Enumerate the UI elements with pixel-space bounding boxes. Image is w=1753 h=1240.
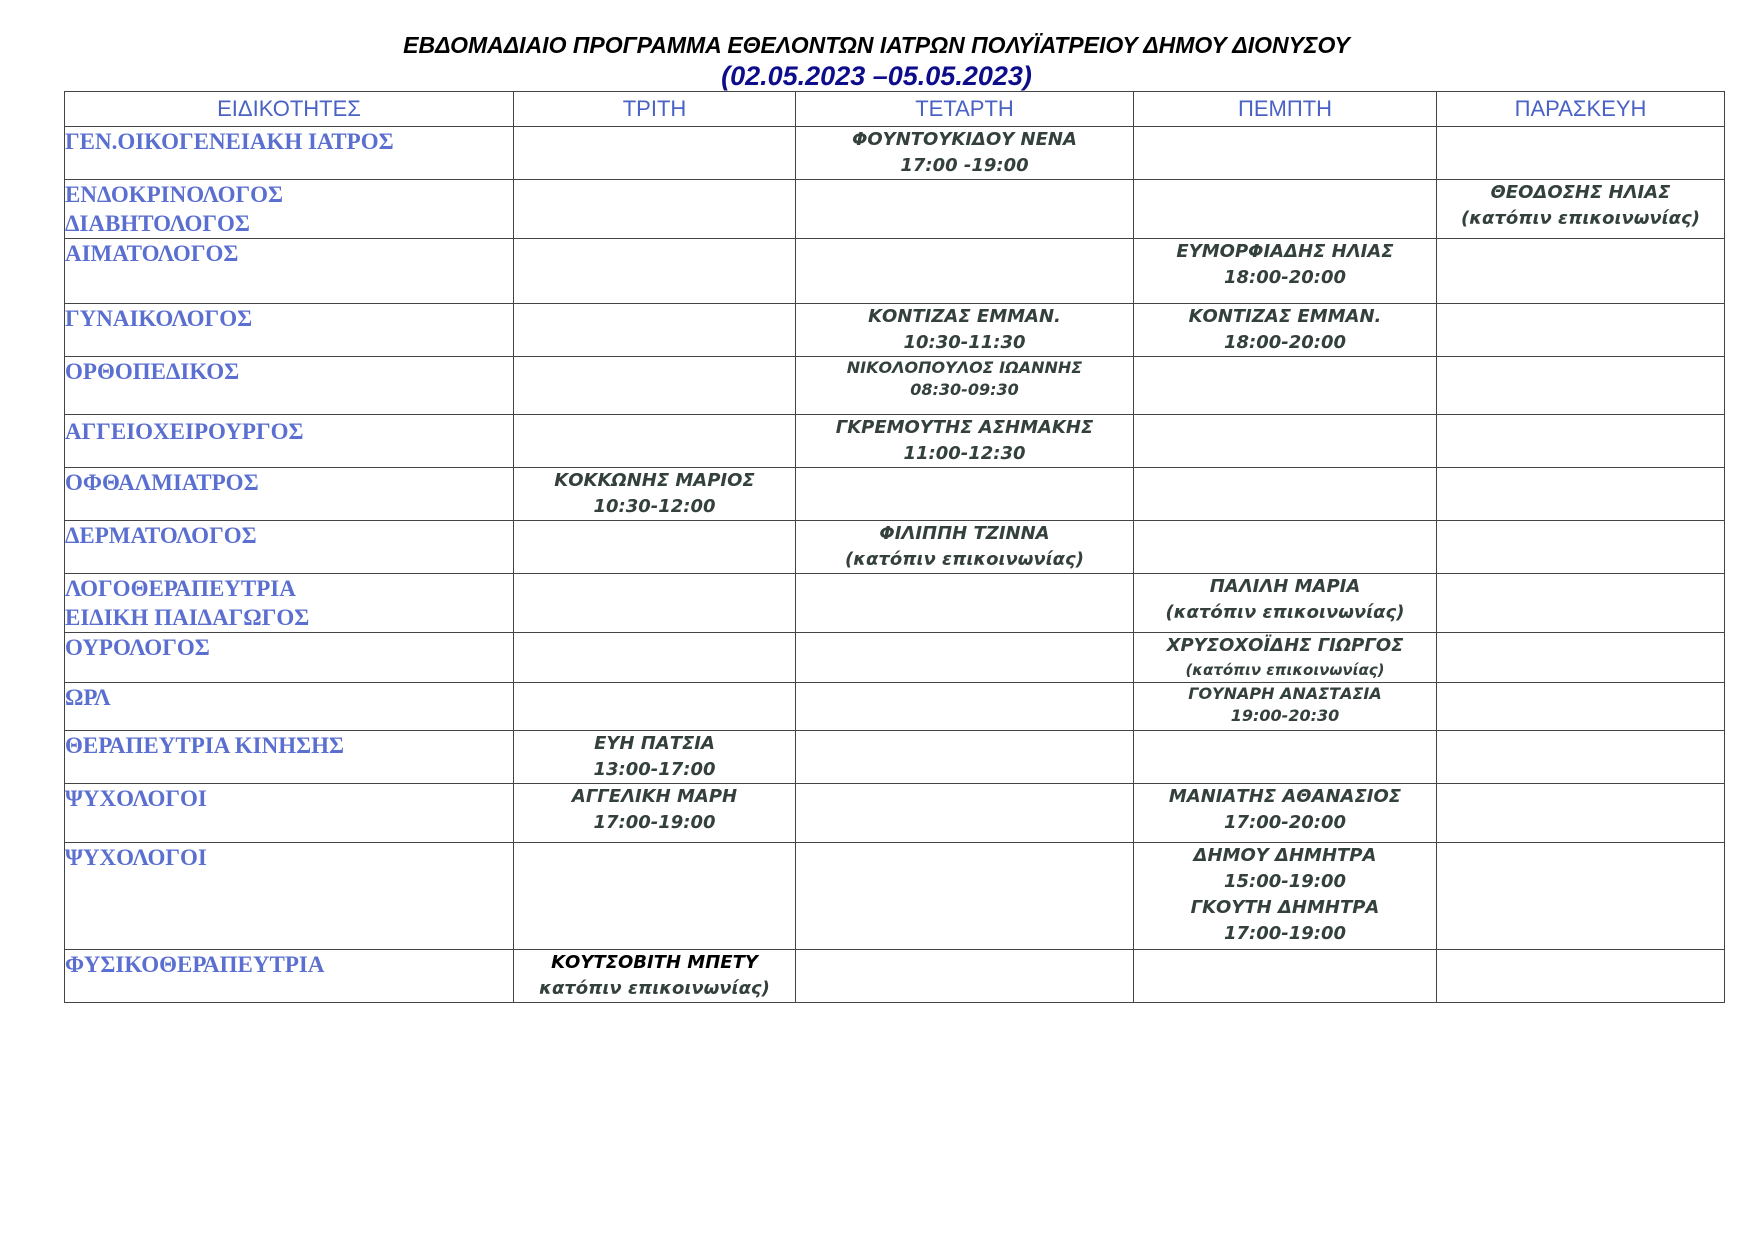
thursday-cell: [1134, 127, 1437, 180]
visit-hours: 11:00-12:30: [903, 443, 1026, 464]
visit-hours: (κατόπιν επικοινωνίας): [1185, 661, 1385, 679]
friday-cell: [1437, 304, 1725, 357]
tuesday-cell: [514, 180, 796, 239]
wednesday-cell: [796, 784, 1134, 843]
friday-cell: [1437, 521, 1725, 574]
visit-hours: 18:00-20:00: [1223, 267, 1347, 288]
friday-cell: [1437, 731, 1725, 784]
specialty-label: ΓΕΝ.ΟΙΚΟΓΕΝΕΙΑΚΗ ΙΑΤΡΟΣ: [65, 129, 394, 154]
specialty-label: ΑΓΓΕΙΟΧΕΙΡΟΥΡΓΟΣ: [65, 419, 304, 444]
thursday-cell: [1134, 304, 1437, 357]
wednesday-cell: [796, 843, 1134, 950]
doctor-name: ΧΡΥΣΟΧΟΪΔΗΣ ΓΙΩΡΓΟΣ: [1166, 635, 1404, 656]
tuesday-cell: [514, 521, 796, 574]
thursday-cell: [1134, 843, 1437, 950]
table-row: [65, 304, 1725, 357]
header-thursday: ΠΕΜΠΤΗ: [1134, 92, 1437, 127]
specialty-cell: [65, 683, 514, 731]
doctor-name: ΓΟΥΝΑΡΗ ΑΝΑΣΤΑΣΙΑ: [1188, 684, 1382, 703]
wednesday-cell: [796, 415, 1134, 468]
wednesday-cell: [796, 357, 1134, 415]
header-tuesday: ΤΡΙΤΗ: [514, 92, 796, 127]
wednesday-cell: [796, 574, 1134, 633]
tuesday-cell: [514, 633, 796, 683]
specialty-cell: [65, 180, 514, 239]
thursday-cell: [1134, 574, 1437, 633]
table-row: [65, 127, 1725, 180]
doctor-name: ΘΕΟΔΟΣΗΣ ΗΛΙΑΣ: [1490, 182, 1671, 203]
specialty-cell: [65, 415, 514, 468]
friday-cell: [1437, 180, 1725, 239]
doctor-name: ΔΗΜΟΥ ΔΗΜΗΤΡΑ: [1193, 845, 1377, 866]
visit-hours: 08:30-09:30: [910, 380, 1019, 399]
table-row: [65, 843, 1725, 950]
visit-hours: 15:00-19:00: [1223, 871, 1347, 892]
wednesday-cell: [796, 180, 1134, 239]
specialty-cell: [65, 127, 514, 180]
tuesday-cell: [514, 127, 796, 180]
tuesday-cell: [514, 683, 796, 731]
specialty-label: ΑΙΜΑΤΟΛΟΓΟΣ: [65, 241, 239, 266]
friday-cell: [1437, 468, 1725, 521]
specialty-label: ΕΝΔΟΚΡΙΝΟΛΟΓΟΣ: [65, 182, 284, 207]
doctor-name: ΦΙΛΙΠΠΗ ΤΖΙΝΝΑ: [879, 523, 1050, 544]
specialty-label: ΘΕΡΑΠΕΥΤΡΙΑ ΚΙΝΗΣΗΣ: [65, 733, 345, 758]
visit-hours: (κατόπιν επικοινωνίας): [845, 549, 1084, 570]
specialty-cell: [65, 304, 514, 357]
thursday-cell: [1134, 633, 1437, 683]
visit-hours: 18:00-20:00: [1223, 332, 1347, 353]
specialty-label: ΛΟΓΟΘΕΡΑΠΕΥΤΡΙΑ: [65, 576, 296, 601]
visit-hours: 17:00-20:00: [1223, 812, 1347, 833]
specialty-label: ΟΥΡΟΛΟΓΟΣ: [65, 635, 210, 660]
specialty-label: ΓΥΝΑΙΚΟΛΟΓΟΣ: [65, 306, 253, 331]
friday-cell: [1437, 415, 1725, 468]
thursday-cell: [1134, 731, 1437, 784]
friday-cell: [1437, 574, 1725, 633]
doctor-name: ΚΟΚΚΩΝΗΣ ΜΑΡΙΟΣ: [554, 470, 755, 491]
table-row: [65, 521, 1725, 574]
specialty-cell: [65, 950, 514, 1003]
tuesday-cell: [514, 784, 796, 843]
tuesday-cell: [514, 304, 796, 357]
thursday-cell: [1134, 468, 1437, 521]
visit-hours: 10:30-11:30: [903, 332, 1026, 353]
specialty-label: ΨΥΧΟΛΟΓΟΙ: [65, 786, 207, 811]
doctor-name: ΕΥΜΟΡΦΙΑΔΗΣ ΗΛΙΑΣ: [1176, 241, 1394, 262]
wednesday-cell: [796, 304, 1134, 357]
specialty-label: ΦΥΣΙΚΟΘΕΡΑΠΕΥΤΡΙΑ: [65, 952, 325, 977]
thursday-cell: [1134, 683, 1437, 731]
wednesday-cell: [796, 633, 1134, 683]
doctor-name: ΑΓΓΕΛΙΚΗ ΜΑΡΗ: [571, 786, 738, 807]
header-friday: ΠΑΡΑΣΚΕΥΗ: [1437, 92, 1725, 127]
wednesday-cell: [796, 683, 1134, 731]
doctor-name: ΠΑΛΙΛΗ ΜΑΡΙΑ: [1209, 576, 1361, 597]
specialty-cell: [65, 574, 514, 633]
visit-hours: κατόπιν επικοινωνίας): [539, 978, 770, 999]
tuesday-cell: [514, 415, 796, 468]
wednesday-cell: [796, 239, 1134, 304]
doctor-name: ΚΟΝΤΙΖΑΣ ΕΜΜΑΝ.: [1188, 306, 1382, 327]
doctor-name: ΜΑΝΙΑΤΗΣ ΑΘΑΝΑΣΙΟΣ: [1168, 786, 1402, 807]
thursday-cell: [1134, 239, 1437, 304]
table-row: [65, 415, 1725, 468]
friday-cell: [1437, 683, 1725, 731]
thursday-cell: [1134, 357, 1437, 415]
table-row: [65, 633, 1725, 683]
specialty-cell: [65, 357, 514, 415]
friday-cell: [1437, 633, 1725, 683]
specialty-label: ΟΦΘΑΛΜΙΑΤΡΟΣ: [65, 470, 259, 495]
thursday-cell: [1134, 180, 1437, 239]
tuesday-cell: [514, 843, 796, 950]
friday-cell: [1437, 784, 1725, 843]
friday-cell: [1437, 843, 1725, 950]
doctor-name: ΚΟΝΤΙΖΑΣ ΕΜΜΑΝ.: [868, 306, 1061, 327]
wednesday-cell: [796, 468, 1134, 521]
doctor-name: ΝΙΚΟΛΟΠΟΥΛΟΣ ΙΩΑΝΝΗΣ: [846, 358, 1083, 377]
header-specialties: ΕΙΔΙΚΟΤΗΤΕΣ: [65, 92, 514, 127]
specialty-label: ΩΡΛ: [65, 685, 111, 710]
specialty-cell: [65, 843, 514, 950]
wednesday-cell: [796, 950, 1134, 1003]
table-row: [65, 784, 1725, 843]
tuesday-cell: [514, 950, 796, 1003]
table-row: [65, 731, 1725, 784]
wednesday-cell: [796, 127, 1134, 180]
tuesday-cell: [514, 239, 796, 304]
visit-hours: 13:00-17:00: [593, 759, 716, 780]
specialty-cell: [65, 633, 514, 683]
friday-cell: [1437, 950, 1725, 1003]
thursday-cell: [1134, 415, 1437, 468]
visit-hours: 17:00-19:00: [593, 812, 716, 833]
table-row: [65, 468, 1725, 521]
friday-cell: [1437, 357, 1725, 415]
doctor-name: ΚΟΥΤΣΟΒΙΤΗ ΜΠΕΤΥ: [551, 952, 758, 973]
thursday-cell: [1134, 950, 1437, 1003]
specialty-cell: [65, 784, 514, 843]
thursday-cell: [1134, 784, 1437, 843]
page-title: ΕΒΔΟΜΑΔΙΑΙΟ ΠΡΟΓΡΑΜΜΑ ΕΘΕΛΟΝΤΩΝ ΙΑΤΡΩΝ ΠΟΛΥΪΑΤΡΕΙΟΥ ΔΗΜΟΥ ΔΙΟΝΥΣΟΥ: [403, 32, 1350, 58]
date-range: (02.05.2023 –05.05.2023): [721, 61, 1032, 91]
schedule-table: [64, 91, 1725, 1003]
visit-hours: 10:30-12:00: [593, 496, 716, 517]
doctor-name: ΦΟΥΝΤΟΥΚΙΔΟΥ ΝΕΝΑ: [852, 129, 1077, 150]
visit-hours: 19:00-20:30: [1230, 706, 1340, 725]
wednesday-cell: [796, 521, 1134, 574]
friday-cell: [1437, 127, 1725, 180]
table-row: [65, 180, 1725, 239]
specialty-cell: [65, 731, 514, 784]
tuesday-cell: [514, 468, 796, 521]
visit-hours: 17:00 -19:00: [900, 155, 1029, 176]
doctor-name: ΓΚΡΕΜΟΥΤΗΣ ΑΣΗΜΑΚΗΣ: [835, 417, 1094, 438]
friday-cell: [1437, 239, 1725, 304]
table-row: [65, 950, 1725, 1003]
visit-hours: (κατόπιν επικοινωνίας): [1461, 208, 1700, 229]
specialty-cell: [65, 521, 514, 574]
header-wednesday: ΤΕΤΑΡΤΗ: [796, 92, 1134, 127]
table-row: [65, 239, 1725, 304]
thursday-cell: [1134, 521, 1437, 574]
specialty-label: ΔΙΑΒΗΤΟΛΟΓΟΣ: [65, 211, 250, 236]
visit-hours: (κατόπιν επικοινωνίας): [1165, 602, 1405, 623]
tuesday-cell: [514, 357, 796, 415]
visit-hours: 17:00-19:00: [1223, 923, 1347, 944]
table-row: [65, 574, 1725, 633]
wednesday-cell: [796, 731, 1134, 784]
specialty-label: ΕΙΔΙΚΗ ΠΑΙΔΑΓΩΓΟΣ: [65, 605, 310, 630]
tuesday-cell: [514, 574, 796, 633]
specialty-label: ΟΡΘΟΠΕΔΙΚΟΣ: [65, 359, 240, 384]
table-row: [65, 357, 1725, 415]
doctor-name: ΕΥΗ ΠΑΤΣΙΑ: [594, 733, 715, 754]
doctor-name: ΓΚΟΥΤΗ ΔΗΜΗΤΡΑ: [1190, 897, 1380, 918]
tuesday-cell: [514, 731, 796, 784]
specialty-cell: [65, 468, 514, 521]
header-row: [65, 92, 1725, 127]
table-row: [65, 683, 1725, 731]
specialty-cell: [65, 239, 514, 304]
specialty-label: ΨΥΧΟΛΟΓΟΙ: [65, 845, 207, 870]
specialty-label: ΔΕΡΜΑΤΟΛΟΓΟΣ: [65, 523, 257, 548]
